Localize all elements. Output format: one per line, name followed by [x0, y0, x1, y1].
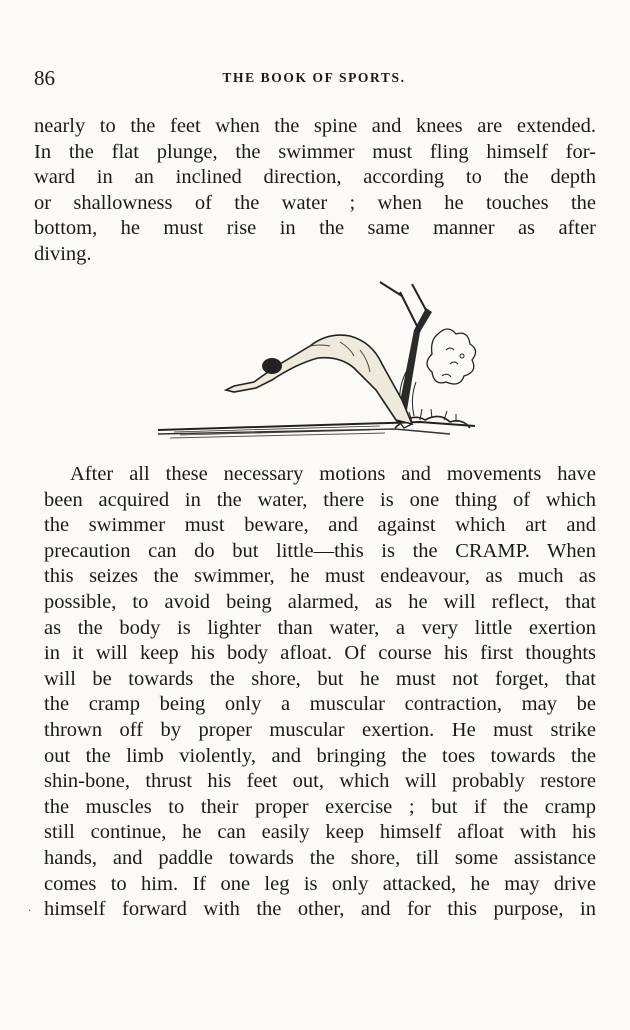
text-line: In the flat plunge, the swimmer must fling himself for- — [34, 140, 596, 163]
text-line: been acquired in the water, there is one thing of which — [44, 488, 596, 511]
text-line: bottom, he must rise in the same manner as after — [34, 217, 596, 240]
paragraph-cramp — [44, 462, 596, 923]
text-line: still continue, he can easily keep himself afloat with his — [44, 821, 596, 844]
text-line: as the body is lighter than water, a very little exertion — [44, 616, 596, 639]
text-line: ward in an inclined direction, according to the depth — [34, 166, 596, 189]
text-line: or shallowness of the water ; when he touches the — [34, 191, 596, 214]
running-head: THE BOOK OF SPORTS. — [222, 70, 406, 85]
page-speck: · — [28, 906, 32, 917]
text-line: hands, and paddle towards the shore, till some assistance — [44, 846, 596, 869]
text-line: nearly to the feet when the spine and knees are extended. — [34, 115, 596, 137]
text-line: will be towards the shore, but he must not forget, that — [44, 667, 596, 690]
text-line: precaution can do but little—this is the CRAMP. When — [44, 539, 596, 562]
diving-swimmer-illustration — [150, 272, 490, 462]
text-line: After all these necessary motions and movements have — [70, 463, 596, 485]
text-line: comes to him. If one leg is only attacked, he may drive — [44, 872, 596, 895]
text-line: the swimmer must beware, and against which art and — [44, 514, 596, 537]
page-header — [34, 66, 594, 90]
text-line: the cramp being only a muscular contraction, may be — [44, 693, 596, 716]
text-line: the muscles to their proper exercise ; but if the cramp — [44, 795, 596, 818]
diving-swimmer-engraving — [150, 272, 490, 462]
text-line: himself forward with the other, and for this purpose, in — [44, 898, 596, 921]
text-line: thrown off by proper muscular exertion. He must strike — [44, 718, 596, 741]
page-number: 86 — [34, 66, 55, 90]
text-line: possible, to avoid being alarmed, as he will reflect, that — [44, 590, 596, 613]
text-line: this seizes the swimmer, he must endeavour, as much as — [44, 565, 596, 588]
text-line: in it will keep his body afloat. Of course his first thoughts — [44, 642, 596, 665]
text-line: out the limb violently, and bringing the toes towards the — [44, 744, 596, 767]
paragraph-flat-plunge — [34, 114, 596, 268]
text-line: shin-bone, thrust his feet out, which will probably restore — [44, 770, 596, 793]
text-line: diving. — [34, 242, 92, 265]
